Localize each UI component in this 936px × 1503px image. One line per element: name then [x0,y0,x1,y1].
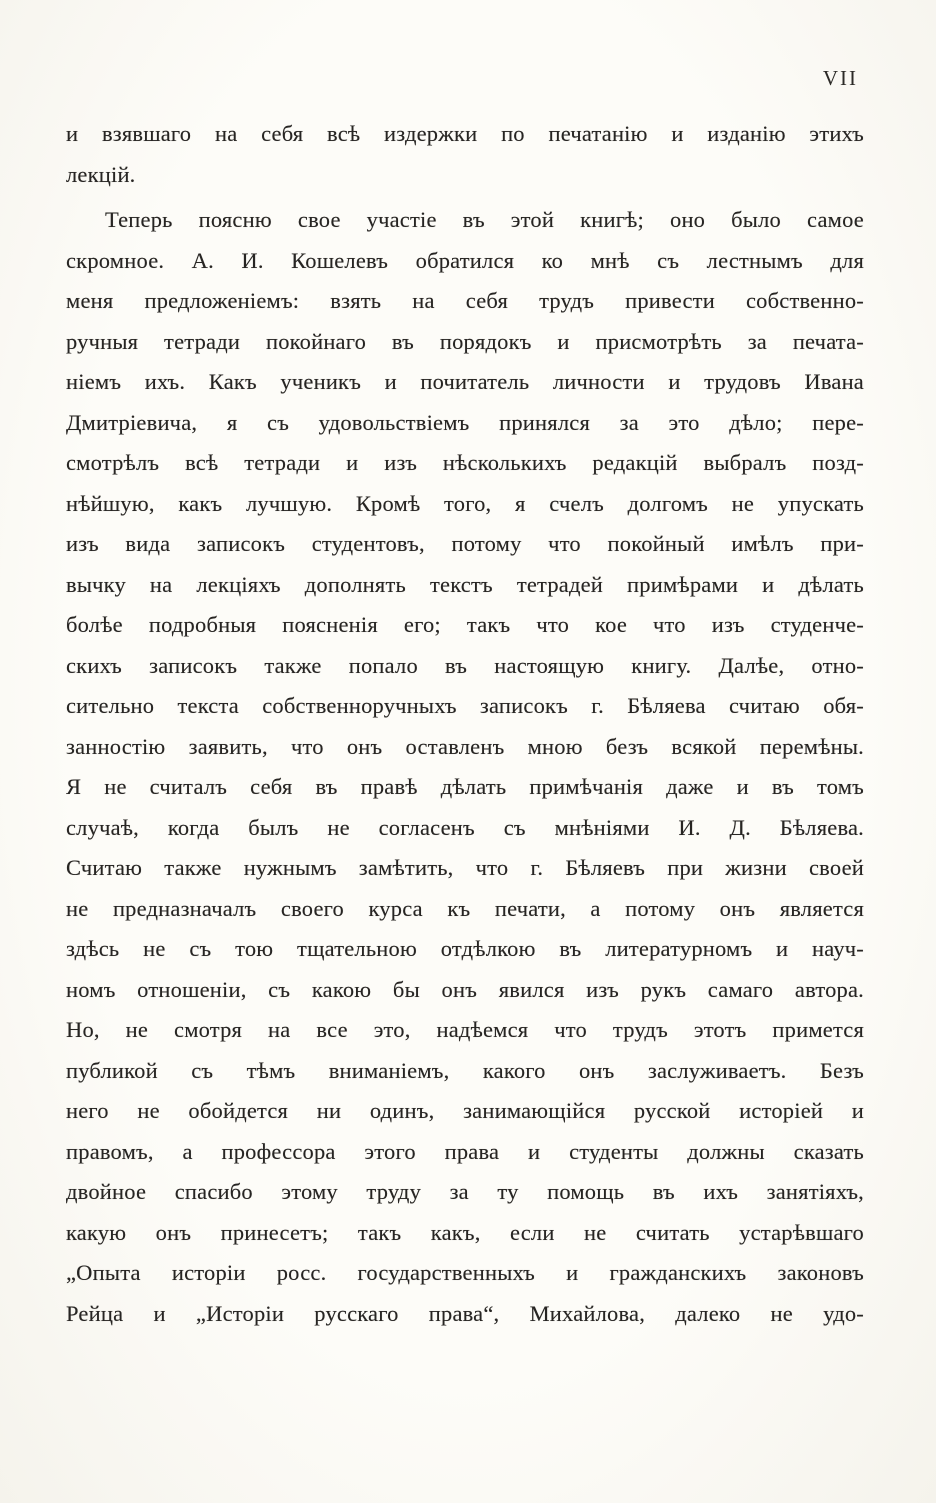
text-line: Я не считалъ себя въ правѣ дѣлать примѣчанія даже и въ томъ [66,774,864,799]
text-line: ручныя тетради покойнаго въ порядокъ и присмотрѣть за печата- [66,328,864,354]
paragraph [66,114,864,195]
text-line: сительно текста собственноручныхъ записокъ г. Бѣляева считаю обя- [66,693,864,718]
text-line: Рейца и „Исторіи русскаго права“, Михайлова, далеко не удо- [66,1300,864,1326]
text-line: какую онъ принесетъ; такъ какъ, если не считать устарѣвшаго [66,1219,864,1245]
text-line: и взявшаго на себя всѣ издержки по печатанію и изданію этихъ [66,121,864,146]
text-line: Дмитріевича, я съ удовольствіемъ принялся за это дѣло; пере- [66,409,864,435]
text-line: Но, не смотря на все это, надѣемся что трудъ этотъ примется [66,1017,864,1042]
text-line: „Опыта исторіи росс. государственныхъ и гражданскихъ законовъ [66,1260,864,1285]
text-line: лекцій. [66,161,136,187]
text-line: не предназначалъ своего курса къ печати, а потому онъ является [66,895,864,921]
page-number: VII [822,66,858,90]
text-line: ніемъ ихъ. Какъ ученикъ и почитатель личности и трудовъ Ивана [66,369,864,394]
text-line: публикой съ тѣмъ вниманіемъ, какого онъ заслуживаетъ. Безъ [66,1057,864,1083]
text-line: изъ вида записокъ студентовъ, потому что покойный имѣлъ при- [66,531,864,556]
text-line: нѣйшую, какъ лучшую. Кромѣ того, я счелъ долгомъ не упускать [66,490,864,516]
text-line: занностію заявить, что онъ оставленъ мною безъ всякой перемѣны. [66,733,864,759]
text-line: меня предложеніемъ: взять на себя трудъ привести собственно- [66,288,864,313]
text-line: Считаю также нужнымъ замѣтить, что г. Бѣляевъ при жизни своей [66,855,864,880]
page-body [66,114,864,1334]
text-line: скихъ записокъ также попало въ настоящую книгу. Далѣе, отно- [66,652,864,678]
text-line: него не обойдется ни одинъ, занимающійся русской исторіей и [66,1098,864,1123]
paragraph [66,200,864,1334]
text-line: здѣсь не съ тою тщательною отдѣлкою въ литературномъ и науч- [66,936,864,961]
text-line: случаѣ, когда былъ не согласенъ съ мнѣніями И. Д. Бѣляева. [66,814,864,840]
text-line: вычку на лекціяхъ дополнять текстъ тетрадей примѣрами и дѣлать [66,571,864,597]
text-line: двойное спасибо этому труду за ту помощь въ ихъ занятіяхъ, [66,1179,864,1204]
text-line: правомъ, а профессора этого права и студенты должны сказать [66,1138,864,1164]
text-line: номъ отношеніи, съ какою бы онъ явился изъ рукъ самаго автора. [66,976,864,1002]
text-line: смотрѣлъ всѣ тетради и изъ нѣсколькихъ редакцій выбралъ позд- [66,450,864,475]
text-line: Теперь поясню свое участіе въ этой книгѣ; оно было самое [105,207,864,232]
text-line: скромное. А. И. Кошелевъ обратился ко мнѣ съ лестнымъ для [66,247,864,273]
text-line: болѣе подробныя поясненія его; такъ что кое что изъ студенче- [66,612,864,637]
